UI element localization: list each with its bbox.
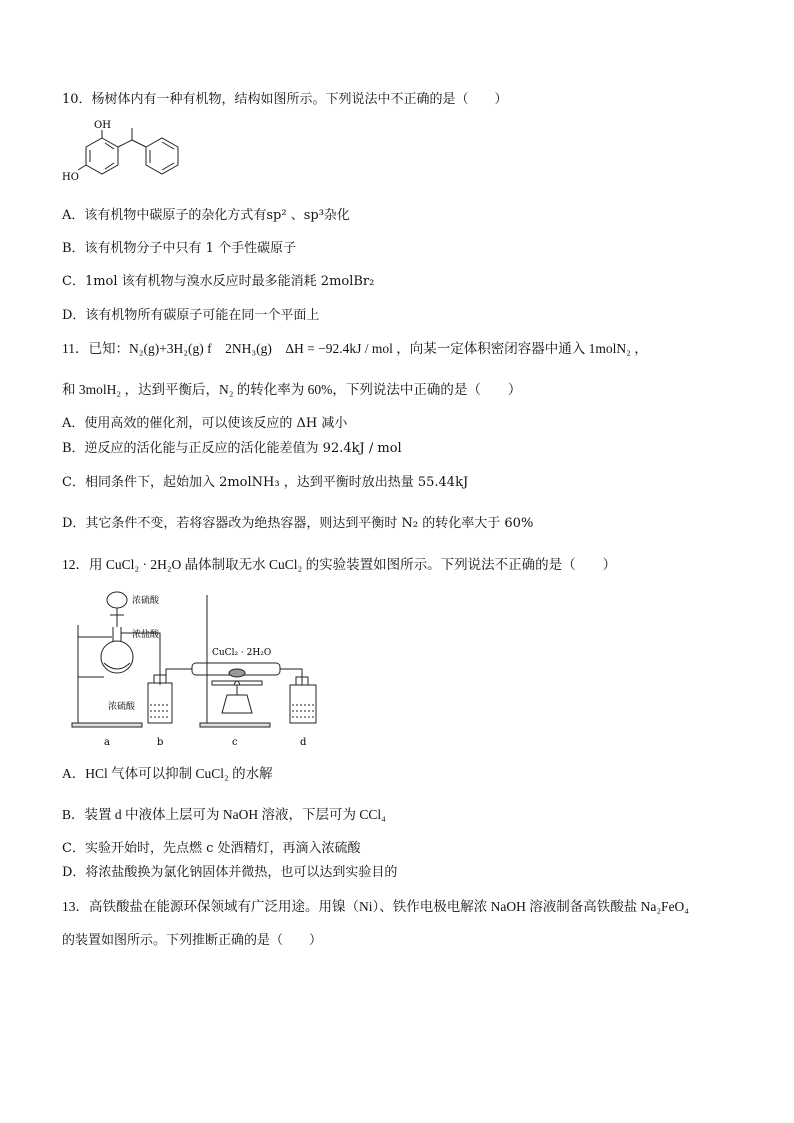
q12-option-b: B．装置 d 中液体上层可为 NaOH 溶液，下层可为 CCl₄ [62,807,386,822]
q12-option-a: A．HCl 气体可以抑制 CuCl₂ 的水解 [62,766,273,781]
q10-option-c: C．1mol 该有机物与溴水反应时最多能消耗 2molBr₂ [62,274,375,289]
q11-stem-line1: 11．已知：N₂(g)+3H₂(g) f 2NH₃(g) ΔH = −92.4kJ / mol ，向某一定体积密闭容器中通入 1molN₂ ， [62,341,648,356]
q11-option-b: B．逆反应的活化能与正反应的活化能差值为 92.4kJ / mol [62,441,402,456]
q10-oh-top-label: OH [94,120,111,131]
q10-option-a: A．该有机物中碳原子的杂化方式有sp² 、sp³杂化 [62,208,350,223]
q13-stem-line2: 的装置如图所示。下列推断正确的是（ ） [62,933,323,948]
q10-oh-left-label: HO [62,172,79,183]
q12-label-cucl2: CuCl₂ · 2H₂O [212,648,272,658]
q11-stem-line2: 和 3molH₂ ，达到平衡后，N₂ 的转化率为 60%，下列说法中正确的是（ ） [62,382,522,397]
q12-label-a: a [104,737,110,748]
q12-label-conc-sulfuric-b: 浓硫酸 [108,702,136,712]
q12-label-c: c [232,737,238,748]
q10-structure-figure [62,118,202,193]
q12-label-d: d [300,737,307,748]
q11-option-a: A．使用高效的催化剂，可以使该反应的 ΔH 减小 [62,416,348,431]
q10-option-d: D．该有机物所有碳原子可能在同一个平面上 [62,308,320,323]
q12-option-d: D．将浓盐酸换为氯化钠固体并微热，也可以达到实验目的 [62,865,398,880]
q10-option-b: B．该有机物分子中只有 1 个手性碳原子 [62,241,297,256]
q12-label-b: b [157,737,164,748]
q11-option-d: D．其它条件不变，若将容器改为绝热容器，则达到平衡时 N₂ 的转化率大于 60% [62,516,534,531]
q11-option-c: C．相同条件下，起始加入 2molNH₃ ，达到平衡时放出热量 55.44kJ [62,475,469,490]
q12-apparatus-figure [62,585,332,750]
q12-label-conc-hcl: 浓盐酸 [132,630,160,640]
q12-stem: 12．用 CuCl₂ · 2H₂O 晶体制取无水 CuCl₂ 的实验装置如图所示。下列说法不正确的是（ ） [62,557,617,572]
q10-stem: 10．杨树体内有一种有机物，结构如图所示。下列说法中不正确的是（ ） [62,92,508,107]
q13-stem-line1: 13．高铁酸盐在能源环保领域有广泛用途。用镍（Ni）、铁作电极电解浓 NaOH 溶液制备高铁酸盐 Na₂FeO₄ [62,899,690,914]
q12-label-conc-sulfuric-top: 浓硫酸 [132,596,160,606]
q12-option-c: C．实验开始时，先点燃 c 处酒精灯，再滴入浓硫酸 [62,841,361,856]
